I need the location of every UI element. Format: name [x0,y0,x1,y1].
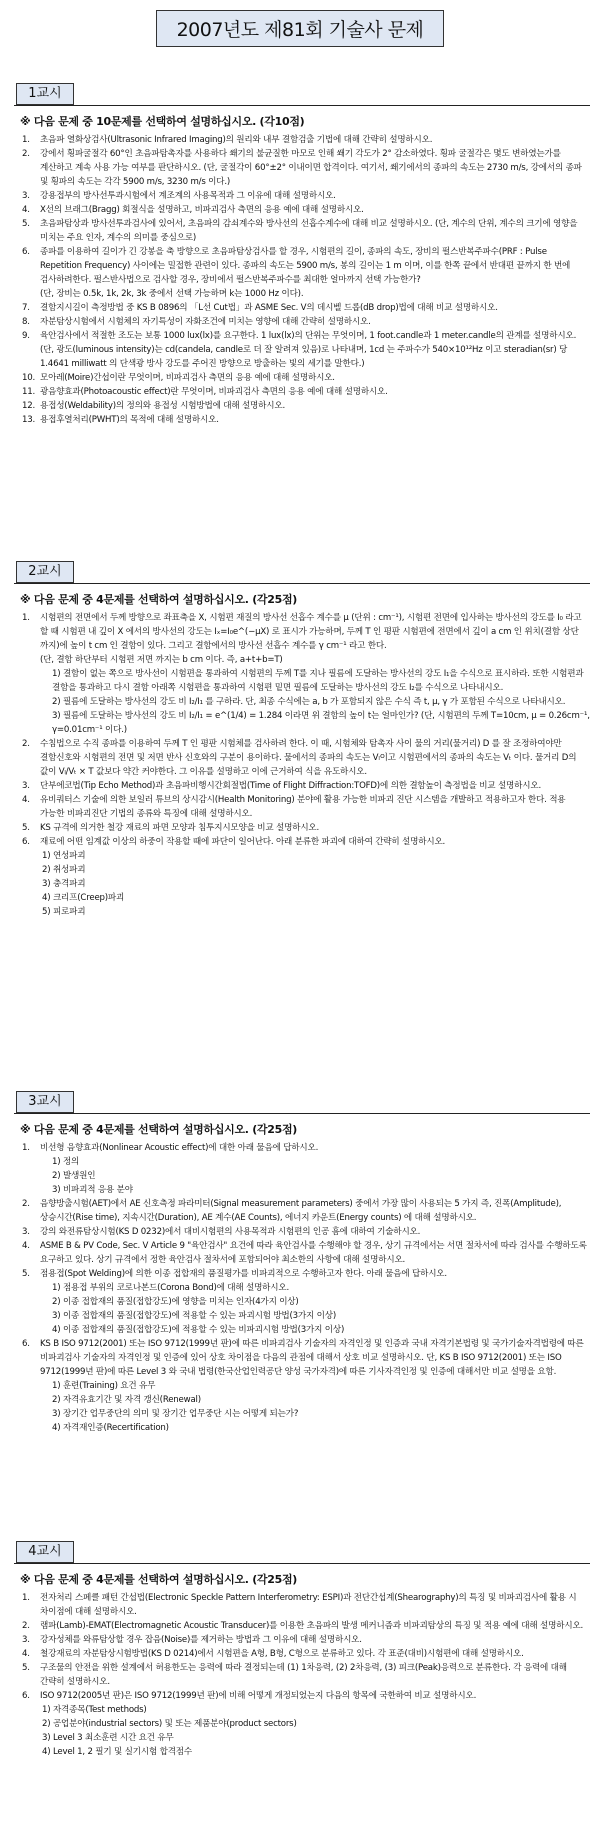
question-subitem: 1) 점용접 부위의 코로나본드(Corona Bond)에 대해 설명하시오. [52,1283,290,1293]
question-item: 5. KS 규격에 의거한 철강 재료의 파면 모양과 침투지시모양을 비교 설명하시오. [22,823,320,833]
question-subitem: 3) 비파괴적 응용 분야 [52,1185,133,1195]
question-item: 4. X선의 브래그(Bragg) 회절식을 설명하고, 비파괴검사 측면의 응용 예에 대해 설명하시오. [22,205,364,215]
question-item: 5. 구조물의 안전을 위한 설계에서 허용한도는 응력에 따라 결정되는데 (1) 1차응력, (2) 2차응력, (3) 피크(Peak)응력으로 분류한다. 각 응력에 대해 간략히 설명하시오. [22,1663,567,1687]
question-item: 4. ASME B & PV Code, Sec. Ⅴ Article 9 "육안검사" 요건에 따라 육안검사를 수행해야 할 경우, 상기 규격에서는 서면 절차서에 따라 검사를 수행하도록 요구하고 있다. 상기 규격에서 정한 육안검사 절차서에 포함되어야 최소한의 사항에 대해 설명하시오. [22,1241,587,1265]
question-subitem: 3) 이종 접합재의 품질(접합강도)에 적용할 수 있는 파괴시험 방법(3가지 이상) [52,1311,337,1321]
divider [14,1563,590,1564]
question-note: (단, 광도(luminous intensity)는 cd(candela, candle로 더 잘 알려져 있음)로 나타내며, 1cd 는 주파수가 540×10¹²Hz 이고 steradian(sr) 당 1.4641 milliwatt 의 단색광 방사 강도를 주어진 방향으로 방출하는 빛의 세기를 말한다.) [40,345,568,369]
subitem: 1) 자격종목(Test methods) [42,1705,147,1715]
subitem: 3) 충격파괴 [42,879,86,889]
question-item: 5. 초음파탐상과 방사선투과검사에 있어서, 초음파의 감쇠계수와 방사선의 선흡수계수에 대해 비교 설명하시오. (단, 계수의 단위, 계수의 크기에 영향을 미치는 주요 인자, 계수의 의미를 중심으로) [22,219,578,243]
question-subitem: 1) 결함이 없는 쪽으로 방사선이 시험편을 통과하여 시험편의 두께 T를 지나 필름에 도달하는 방사선의 강도 I₁을 수식으로 표시하라. 또한 시험편과 결함을 통과하고 다시 결함 아래쪽 시험편을 통과하여 시험편 밑면 필름에 도달하는 방사선의 강도 I₂를 수식으로 나타내시오. [52,669,584,693]
subitem: 2) 공업분야(industrial sectors) 및 또는 제품분야(product sectors) [42,1719,297,1729]
session-instruction: ※ 다음 문제 중 4문제를 선택하여 설명하십시오. (각25점) [20,1123,298,1136]
question-item: 11. 광음향효과(Photoacoustic effect)란 무엇이며, 비파괴검사 측면의 응용 예에 대해 설명하시오. [22,387,388,397]
question-item: 6. 재료에 어떤 임계값 이상의 하중이 작용할 때에 파단이 일어난다. 아래 분류한 파괴에 대하여 간략히 설명하시오. [22,837,446,847]
page-title: 2007년도 제81회 기술사 문제 [156,10,445,47]
question-subitem: 3) 장기간 업무중단의 의미 및 장기간 업무중단 시는 어떻게 되는가? [52,1409,299,1419]
question-item: 4. 철강재료의 자분탐상시험방법(KS D 0214)에서 시험편을 A형, B형, C형으로 분류하고 있다. 각 표준(대비)시험편에 대해 설명하시오. [22,1649,524,1659]
question-item: 3. 강의 와전류탐상시험(KS D 0232)에서 대비시험편의 사용목적과 시험편의 인공 흠에 대하여 기술하시오. [22,1227,421,1237]
question-item: 2. 수침법으로 수직 종파를 이용하여 두께 T 인 평판 시험체를 검사하려 한다. 이 때, 시험체와 탐촉자 사이 물의 거리(물거리) D 를 잘 조정하여야만 결함신호와 시험편의 전면 및 저면 반사 신호와의 구분이 용이하다. 물에서의 종파의 속도는 Vₗ이고 시험편에서의 종파의 속도는 Vₜ 이다. 물거리 D의 값이 Vₗ/Vₜ × T 값보다 약간 커야한다. 그 이유를 설명하고 이에 근거하여 식을 유도하시오. [22,739,577,777]
subitem: 1) 연성파괴 [42,851,86,861]
question-item: 1. 시험편의 전면에서 두께 방향으로 좌표축을 X, 시험편 재질의 방사선 선흡수 계수를 μ (단위 : cm⁻¹), 시험편 전면에 입사하는 방사선의 강도를 I₀ 라고 할 때 시험편 내 깊이 X 에서의 방사선의 강도는 Iₓ=I₀e^(−μX) 로 표시가 가능하며, 두께 T 인 평판 시험편에 전면에서 깊이 a cm 인 위치(결함 상단 까지)에 높이 t cm 인 결함이 있다. 그리고 결함에서의 방사선 선흡수 계수를 γ cm⁻¹ 라고 한다. [22,613,582,651]
question-item: 2. 강에서 횡파굴절각 60°인 초음파탐촉자를 사용하다 쐐기의 불균질한 마모로 인해 쐐기 각도가 2° 감소하였다. 횡파 굴절각은 몇도 변하였는가를 계산하고 계속 사용 가능 여부를 판단하시오. (단, 굴절각이 60°±2° 이내이면 합격이다. 여기서, 쐐기에서의 종파의 속도는 2730 m/s, 강에서의 종파 및 횡파의 속도는 각각 5900 m/s, 3230 m/s 이다.) [22,149,582,187]
question-item: 3. 강용접부의 방사선투과시험에서 계조계의 사용목적과 그 이유에 대해 설명하시오. [22,191,336,201]
session-label: 1교시 [16,83,74,105]
question-item: 1. 전자처리 스페클 패턴 간섭법(Electronic Speckle Pattern Interferometry: ESPI)과 전단간섭계(Shearography)의 특징 및 비파괴검사에 활용 시 차이점에 대해 설명하시오. [22,1593,577,1617]
title-container [0,10,600,47]
question-subitem: 4) 이종 접합재의 품질(접합강도)에 적용할 수 있는 비파괴시험 방법(3가지 이상) [52,1325,345,1335]
divider [14,1113,590,1114]
subitem: 4) 크리프(Creep)파괴 [42,893,125,903]
question-subitem: 3) 필름에 도달하는 방사선의 강도 비 I₂/I₁ = e^(1/4) = 1.284 이라면 위 결함의 높이 t는 얼마인가? (단, 시험편의 두께 T=10cm, μ = 0.26cm⁻¹, γ=0.01cm⁻¹ 이다.) [52,711,590,735]
subitem: 5) 피로파괴 [42,907,86,917]
question-list [14,133,590,427]
session-3 [14,1090,590,1435]
divider [14,583,590,584]
question-list [14,1141,590,1435]
question-subitem: 2) 자격유효기간 및 자격 갱신(Renewal) [52,1395,201,1405]
question-note: (단, 결함 하단부터 시험편 저면 까지는 b cm 이다. 즉, a+t+b=T) [40,655,283,665]
session-instruction: ※ 다음 문제 중 4문제를 선택하여 설명하십시오. (각25점) [20,593,298,606]
session-instruction: ※ 다음 문제 중 4문제를 선택하여 설명하십시오. (각25점) [20,1573,298,1586]
divider [14,105,590,106]
question-list [14,1591,590,1759]
session-label: 4교시 [16,1541,74,1563]
subitem: 4) Level 1, 2 필기 및 실기시험 합격점수 [42,1747,193,1757]
question-item: 6. ISO 9712(2005년 판)은 ISO 9712(1999년 판)에 비해 어떻게 개정되었는지 다음의 항목에 국한하여 비교 설명하시오. [22,1691,477,1701]
question-item: 2. 음향방출시험(AET)에서 AE 신호측정 파라미터(Signal measurement parameters) 중에서 가장 많이 사용되는 5 가지 즉, 진폭(Amplitude), 상승시간(Rise time), 지속시간(Duration), AE 계수(AE Counts), 에너지 카운트(Energy counts) 에 대해 설명하시오. [22,1199,562,1223]
question-item: 7. 결함지시길이 측정방법 중 KS B 0896의 「L선 Cut법」과 ASME Sec. Ⅴ의 데시벨 드롭(dB drop)법에 대해 비교 설명하시오. [22,303,498,313]
session-label: 2교시 [16,561,74,583]
question-item: 6. 종파를 이용하여 길이가 긴 강봉을 축 방향으로 초음파탐상검사를 할 경우, 시험편의 길이, 종파의 속도, 장비의 펄스반복주파수(PRF : Pulse Repetition Frequency) 사이에는 밀접한 관련이 있다. 종파의 속도는 5900 m/s, 봉의 길이는 1 m 이며, 이를 한쪽 끝에서 반대편 끝까지 한 번에 검사하려한다. 펄스반사법으로 검사할 경우, 장비에서 펄스반복주파수를 최대한 얼마까지 선택 가능한가? [22,247,571,285]
subitem: 2) 취성파괴 [42,865,86,875]
question-item: 3. 단부에코법(Tip Echo Method)과 초음파비행시간회절법(Time of Flight Diffraction:TOFD)에 의한 결함높이 측정법을 비교 설명하시오. [22,781,541,791]
session-1 [14,82,590,427]
question-item: 3. 강자성체를 와류탐상할 경우 잡음(Noise)를 제거하는 방법과 그 이유에 대해 설명하시오. [22,1635,362,1645]
question-item: 8. 자분탐상시험에서 시험체의 자기특성이 자화조건에 미치는 영향에 대해 간략히 설명하시오. [22,317,371,327]
session-label: 3교시 [16,1091,74,1113]
question-item: 5. 점용접(Spot Welding)에 의한 이종 접합재의 품질평가를 비파괴적으로 수행하고자 한다. 아래 물음에 답하시오. [22,1269,447,1279]
question-item: 13. 용접후열처리(PWHT)의 목적에 대해 설명하시오. [22,415,219,425]
question-item: 1. 비선형 음향효과(Nonlinear Acoustic effect)에 대한 아래 물음에 답하시오. [22,1143,319,1153]
question-item: 10. 모아레(Moire)간섭이란 무엇이며, 비파괴검사 측면의 응용 예에 대해 설명하시오. [22,373,335,383]
question-subitem: 2) 필름에 도달하는 방사선의 강도 비 I₂/I₁ 를 구하라. 단, 최종 수식에는 a, b 가 포함되지 않은 수식 즉 t, μ, γ 가 포함된 수식으로 나타내시오. [52,697,566,707]
question-item: 9. 육안검사에서 적절한 조도는 보통 1000 lux(lx)를 요구한다. 1 lux(lx)의 단위는 무엇이며, 1 foot.candle과 1 meter.candle의 관계를 설명하시오. [22,331,577,341]
question-subitem: 1) 훈련(Training) 요건 유무 [52,1381,156,1391]
question-item: 4. 유비쿼터스 기술에 의한 보일러 튜브의 상시감시(Health Monitoring) 분야에 활용 가능한 비파괴 진단 시스템을 개발하고 적용하고자 한다. 적용 가능한 비파괴진단 기법의 종류와 특징에 대해 설명하시오. [22,795,566,819]
question-note: (단, 장비는 0.5k, 1k, 2k, 3k 중에서 선택 가능하며 k는 1000 Hz 이다). [40,289,304,299]
question-subitem: 2) 이종 접합재의 품질(접합강도)에 영향을 미치는 인자(4가지 이상) [52,1297,299,1307]
session-2 [14,560,590,919]
question-item: 2. 램파(Lamb)-EMAT(Electromagnetic Acoustic Transducer)를 이용한 초음파의 발생 메커니즘과 비파괴탐상의 특징 및 적용 예에 대해 설명하시오. [22,1621,584,1631]
question-subitem: 4) 자격재인증(Recertification) [52,1423,169,1433]
session-instruction: ※ 다음 문제 중 10문제를 선택하여 설명하십시오. (각10점) [20,115,305,128]
question-item: 6. KS B ISO 9712(2001) 또는 ISO 9712(1999년 판)에 따른 비파괴검사 기술자의 자격인정 및 인증과 국내 자격기본법령 및 국가기술자격법령에 따른 비파괴검사 기술자의 자격인정 및 인증에 있어 상호 차이점을 다음의 관점에 대해서 상호 비교 설명하시오. 단, KS B ISO 9712(2001) 또는 ISO 9712(1999년 판)에 따른 Level 3 와 국내 법령(한국산업인력공단 양성 국가자격)에 따른 기사자격인정 및 인증에 대해서만 비교 설명을 요함. [22,1339,584,1377]
question-list [14,611,590,919]
question-item: 12. 용접성(Weldability)의 정의와 용접성 시험방법에 대해 설명하시오. [22,401,285,411]
question-item: 1. 초음파 열화상검사(Ultrasonic Infrared Imaging)의 원리와 내부 결함검출 기법에 대해 간략히 설명하시오. [22,135,433,145]
session-4 [14,1540,590,1759]
question-subitem: 2) 발생원인 [52,1171,96,1181]
subitem: 3) Level 3 최소훈련 시간 요건 유무 [42,1733,174,1743]
question-subitem: 1) 정의 [52,1157,80,1167]
